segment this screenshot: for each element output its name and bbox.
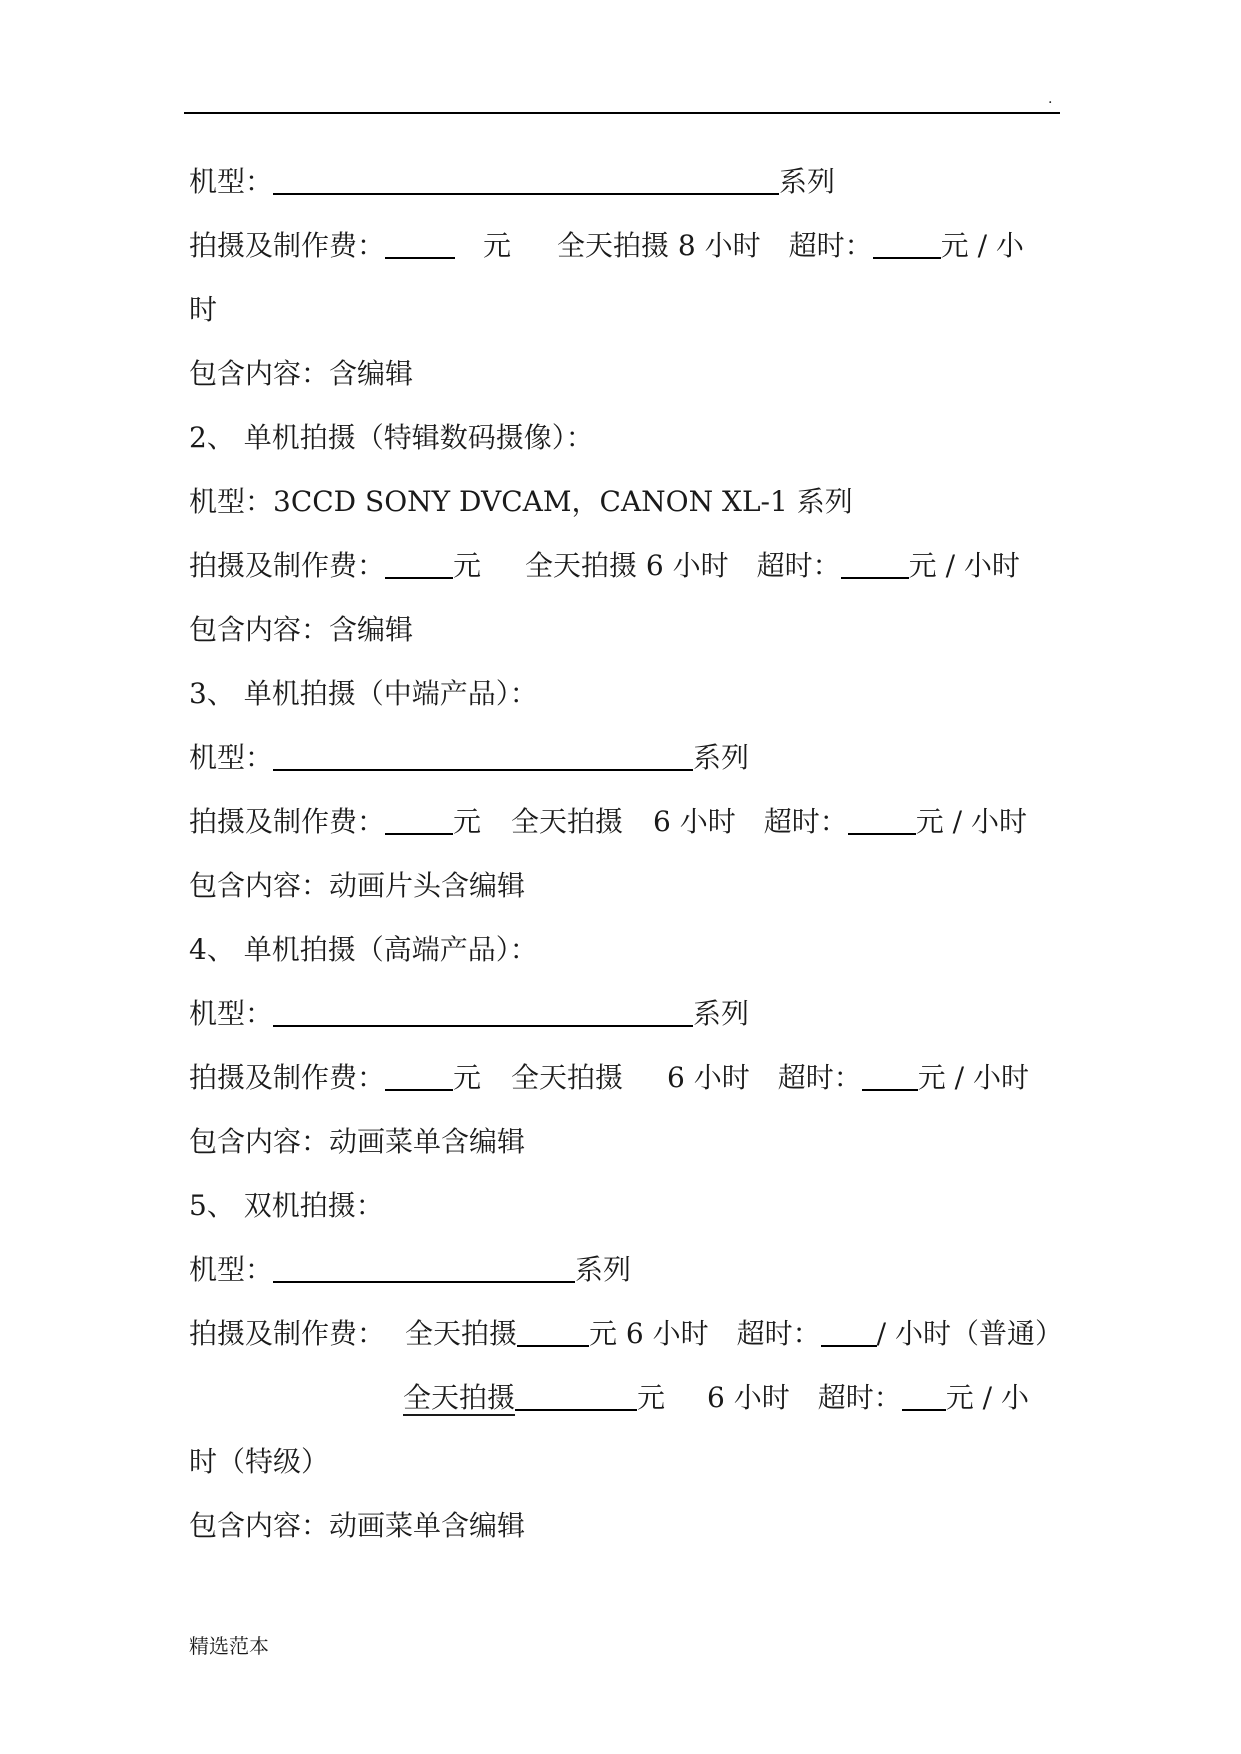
fee-line-1 (189, 226, 1024, 266)
overtime-label: 超时： (756, 549, 841, 582)
header-mark: . (1048, 91, 1053, 107)
hours-text: 全天拍摄 8 小时 (557, 229, 761, 262)
shoot-label: 全天拍摄 (511, 805, 624, 838)
yuan-hours-text: 元 6 小时 (589, 1317, 709, 1350)
model-line-4 (189, 994, 749, 1034)
shoot-label-underlined: 全天拍摄 (403, 1381, 516, 1414)
model-line-1 (189, 162, 835, 202)
yuan-label: 元 (453, 549, 482, 582)
overtime-blank (848, 802, 916, 835)
content-line-5: 包含内容：动画菜单含编辑 (189, 1509, 526, 1542)
hours-text: 6 小时 (707, 1381, 790, 1414)
overtime-blank (902, 1378, 946, 1411)
section-heading-5: 5、 双机拍摄： (189, 1189, 384, 1222)
wrap-line-1: 时 (189, 293, 218, 326)
rate-text: / 小时（普通） (876, 1317, 1064, 1350)
series-label: 系列 (779, 165, 836, 198)
series-label: 系列 (575, 1253, 632, 1286)
fee-label: 拍摄及制作费： (189, 229, 386, 262)
rate-text: 元 / 小 (945, 1381, 1030, 1414)
hours-text: 6 小时 (667, 1061, 750, 1094)
model-blank (273, 994, 693, 1027)
yuan-label: 元 (453, 805, 482, 838)
fee-line-6 (403, 1378, 1029, 1418)
overtime-blank (862, 1058, 918, 1091)
content-line-3: 包含内容：动画片头含编辑 (189, 869, 526, 902)
section-heading-3: 3、 单机拍摄（中端产品）： (189, 677, 538, 710)
rate-text: 元 / 小时 (908, 549, 1020, 582)
yuan-label: 元 (483, 229, 512, 262)
yuan-label: 元 (453, 1061, 482, 1094)
overtime-label: 超时： (777, 1061, 862, 1094)
content-line-4: 包含内容：动画菜单含编辑 (189, 1125, 526, 1158)
model-label: 机型： (189, 165, 274, 198)
rate-text: 元 / 小时 (917, 1061, 1030, 1094)
fee-label: 拍摄及制作费： (189, 1061, 386, 1094)
fee-blank (515, 1378, 637, 1411)
overtime-blank (841, 546, 909, 579)
overtime-blank (821, 1314, 877, 1347)
model-blank (273, 738, 693, 771)
footer-text: 精选范本 (189, 1634, 269, 1658)
yuan-label: 元 (637, 1381, 666, 1414)
fee-line-5 (189, 1314, 1063, 1354)
rate-text: 元 / 小 (940, 229, 1024, 262)
overtime-label: 超时： (763, 805, 848, 838)
model-line-3 (189, 738, 749, 778)
section-heading-4: 4、 单机拍摄（高端产品）： (189, 933, 538, 966)
series-label: 系列 (693, 997, 750, 1030)
overtime-label: 超时： (817, 1381, 902, 1414)
hours-text: 6 小时 (653, 805, 736, 838)
model-line-5 (189, 1250, 631, 1290)
fee-blank (517, 1314, 589, 1347)
content-line-1: 包含内容：含编辑 (189, 357, 414, 390)
overtime-blank (873, 226, 941, 259)
model-blank (273, 162, 779, 195)
model-label: 机型： (189, 1253, 274, 1286)
model-blank (273, 1250, 575, 1283)
section-heading-2: 2、 单机拍摄（特辑数码摄像）： (189, 421, 594, 454)
shoot-label: 全天拍摄 (405, 1317, 518, 1350)
fee-blank (385, 226, 455, 259)
overtime-label: 超时： (736, 1317, 821, 1350)
fee-label: 拍摄及制作费： (189, 805, 386, 838)
header-rule (184, 112, 1060, 114)
model-label: 机型： (189, 997, 274, 1030)
fee-blank (385, 546, 453, 579)
fee-label: 拍摄及制作费： (189, 1317, 386, 1350)
fee-blank (385, 1058, 453, 1091)
content-line-2: 包含内容：含编辑 (189, 613, 414, 646)
fee-line-2 (189, 546, 1020, 586)
wrap-line-2: 时（特级） (189, 1445, 330, 1478)
model-label: 机型： (189, 741, 274, 774)
fee-blank (385, 802, 453, 835)
series-label: 系列 (693, 741, 750, 774)
fee-line-3 (189, 802, 1027, 842)
rate-text: 元 / 小时 (915, 805, 1028, 838)
model-line-2: 机型：3CCD SONY DVCAM，CANON XL-1 系列 (189, 485, 853, 518)
fee-line-4 (189, 1058, 1029, 1098)
overtime-label: 超时： (788, 229, 873, 262)
fee-label: 拍摄及制作费： (189, 549, 386, 582)
shoot-label: 全天拍摄 (511, 1061, 624, 1094)
hours-text: 全天拍摄 6 小时 (525, 549, 729, 582)
